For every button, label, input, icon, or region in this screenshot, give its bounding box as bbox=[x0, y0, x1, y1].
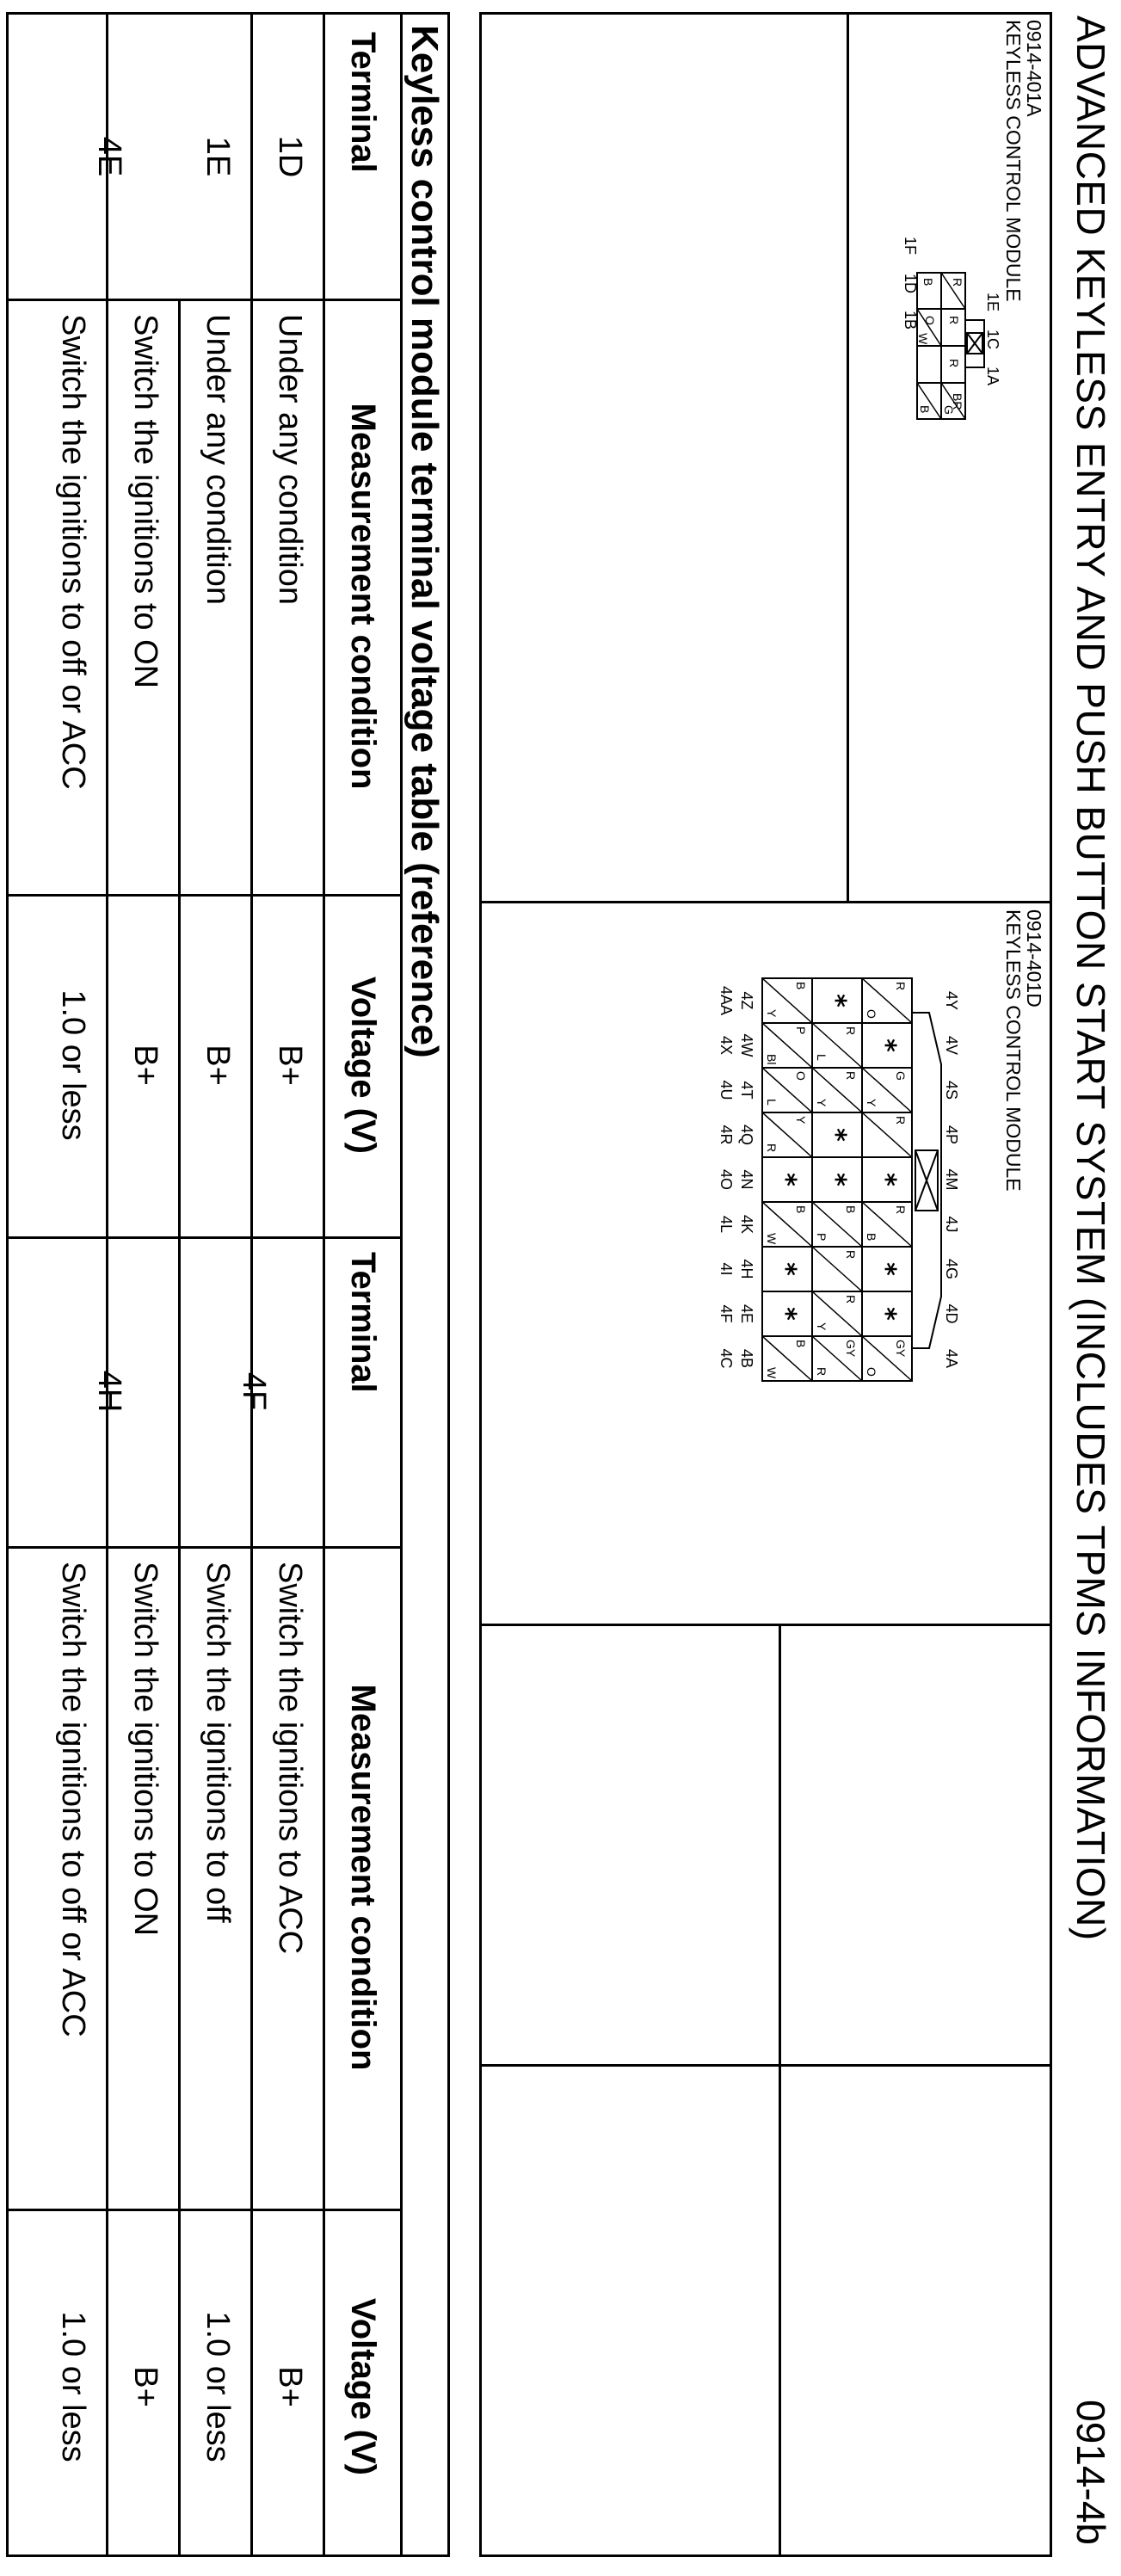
wire-color-stripe: B bbox=[865, 1233, 878, 1242]
connector-d-name: KEYLESS CONTROL MODULE bbox=[1002, 909, 1025, 1192]
pin-label: 4T bbox=[738, 1081, 755, 1100]
wire-color: Y bbox=[794, 1116, 808, 1125]
grid-divider bbox=[847, 15, 849, 901]
condition-cell: Switch the ignitions to off bbox=[200, 1562, 236, 1923]
table-rule bbox=[400, 15, 403, 2554]
page-title: ADVANCED KEYLESS ENTRY AND PUSH BUTTON START SYSTEM (INCLUDES TPMS INFORMATION) bbox=[1069, 15, 1113, 1941]
wire-color-stripe: R bbox=[815, 1367, 828, 1377]
pin-label: 4C bbox=[718, 1348, 735, 1369]
table-title: Keyless control module terminal voltage table (reference) bbox=[403, 25, 446, 1058]
pin-label: 4M bbox=[943, 1168, 960, 1191]
pin-label: 4W bbox=[738, 1033, 755, 1057]
wire-color: R bbox=[894, 982, 908, 991]
wire-color-stripe: L bbox=[765, 1099, 779, 1106]
wire-color: R bbox=[844, 1026, 858, 1036]
wire-color: B bbox=[844, 1205, 858, 1214]
wire-color: GY bbox=[894, 1340, 908, 1358]
voltage-cell: 1.0 or less bbox=[200, 2311, 236, 2462]
unused-terminal-mark: * bbox=[871, 1173, 901, 1186]
pin-label: 4D bbox=[943, 1303, 960, 1324]
connector-d-face bbox=[654, 961, 960, 1563]
wire-color-stripe: O bbox=[865, 1009, 878, 1019]
header-condition: Measurement condition bbox=[344, 1684, 382, 2071]
wire-color: R bbox=[844, 1295, 858, 1304]
wire-color: R bbox=[947, 359, 961, 368]
header-condition: Measurement condition bbox=[344, 403, 382, 790]
wire-color-stripe: W bbox=[765, 1367, 779, 1379]
table-rule bbox=[178, 299, 181, 2554]
terminal-cell: 4H bbox=[91, 1370, 127, 1413]
header-terminal: Terminal bbox=[344, 1252, 382, 1393]
pin-label: 4I bbox=[718, 1262, 735, 1276]
page-code: 0914-4b bbox=[1069, 2400, 1113, 2545]
wire-color-stripe: Y bbox=[815, 1099, 828, 1107]
unused-terminal-mark: * bbox=[871, 1307, 901, 1321]
unused-terminal-mark: * bbox=[821, 1173, 851, 1186]
pin-label: 4E bbox=[738, 1303, 755, 1324]
pin-label: 4K bbox=[738, 1214, 755, 1235]
pin-label: 4U bbox=[718, 1080, 735, 1100]
pin-label: 4L bbox=[718, 1215, 735, 1234]
pin-label: 1C bbox=[984, 330, 1001, 350]
voltage-cell: B+ bbox=[272, 1045, 308, 1086]
pin-label: 4G bbox=[943, 1258, 960, 1280]
table-rule bbox=[106, 15, 108, 2554]
voltage-cell: 1.0 or less bbox=[55, 2311, 91, 2462]
wire-color: GY bbox=[844, 1340, 858, 1358]
grid-divider bbox=[779, 1624, 781, 2554]
voltage-cell: B+ bbox=[200, 1045, 236, 1086]
wire-color: O bbox=[923, 316, 937, 325]
terminal-cell: 1D bbox=[272, 135, 308, 178]
pin-label: 4H bbox=[738, 1259, 755, 1279]
pin-label: 4V bbox=[943, 1035, 960, 1056]
terminal-cell: 4F bbox=[236, 1371, 272, 1411]
connector-a-face bbox=[915, 273, 984, 428]
unused-terminal-mark: * bbox=[771, 1262, 801, 1276]
condition-cell: Under any condition bbox=[272, 314, 308, 605]
voltage-cell: B+ bbox=[127, 1045, 163, 1086]
pin-label: 4Y bbox=[943, 990, 960, 1011]
condition-cell: Switch the ignitions to ON bbox=[127, 314, 163, 689]
pin-label: 4X bbox=[718, 1035, 735, 1056]
grid-divider bbox=[482, 901, 1050, 903]
wire-color: R bbox=[844, 1071, 858, 1081]
table-rule bbox=[9, 2209, 403, 2211]
wire-color-stripe: L bbox=[815, 1054, 828, 1061]
table-rule bbox=[9, 299, 403, 301]
terminal-voltage-table bbox=[6, 12, 450, 2557]
wire-color: BR bbox=[951, 393, 964, 410]
pin-label: 4O bbox=[718, 1168, 735, 1191]
wire-color: O bbox=[794, 1071, 808, 1081]
table-rule bbox=[250, 15, 253, 2554]
wire-color-stripe: Y bbox=[865, 1099, 878, 1107]
wire-color: G bbox=[942, 405, 956, 415]
condition-cell: Switch the ignitions to off or ACC bbox=[55, 314, 91, 790]
pin-label: 1F bbox=[902, 237, 919, 256]
table-rule bbox=[323, 15, 325, 2554]
condition-cell: Switch the ignitions to ON bbox=[127, 1562, 163, 1937]
wire-color: W bbox=[916, 333, 930, 345]
wire-color: G bbox=[894, 1071, 908, 1081]
wire-color: R bbox=[947, 316, 961, 325]
grid-divider bbox=[482, 1624, 1050, 1626]
terminal-cell: 4E bbox=[91, 136, 127, 177]
pin-label: 4R bbox=[718, 1125, 735, 1145]
wire-color-stripe: O bbox=[865, 1367, 878, 1377]
condition-cell: Switch the ignitions to ACC bbox=[272, 1562, 308, 1955]
pin-label: 1D bbox=[902, 274, 919, 294]
voltage-cell: B+ bbox=[272, 2366, 308, 2407]
unused-terminal-mark: * bbox=[771, 1307, 801, 1321]
wire-color-stripe: Y bbox=[815, 1322, 828, 1331]
voltage-cell: 1.0 or less bbox=[55, 989, 91, 1141]
pin-label: 4A bbox=[943, 1348, 960, 1369]
condition-cell: Under any condition bbox=[200, 314, 236, 605]
wire-color-stripe: R bbox=[765, 1143, 779, 1153]
pin-label: 4N bbox=[738, 1169, 755, 1190]
connector-a-name: KEYLESS CONTROL MODULE bbox=[1002, 20, 1025, 302]
wire-color: B bbox=[921, 278, 935, 287]
pin-label: 4P bbox=[943, 1125, 960, 1145]
terminal-cell: 1E bbox=[200, 136, 236, 177]
wire-color: B bbox=[918, 405, 932, 414]
table-rule bbox=[9, 1546, 403, 1549]
connector-a-part-no: 0914-401A bbox=[1023, 20, 1045, 117]
wire-color: B bbox=[794, 982, 808, 990]
pin-label: 4AA bbox=[718, 985, 735, 1016]
pin-label: 1E bbox=[984, 293, 1001, 312]
pin-label: 4F bbox=[718, 1304, 735, 1323]
header-voltage: Voltage (V) bbox=[344, 2298, 382, 2475]
grid-divider bbox=[482, 2064, 1050, 2067]
connector-d-part-no: 0914-401D bbox=[1023, 909, 1045, 1008]
unused-terminal-mark: * bbox=[821, 994, 851, 1008]
pin-label: 4S bbox=[943, 1080, 960, 1100]
voltage-cell: B+ bbox=[127, 2366, 163, 2407]
wire-color: B bbox=[794, 1205, 808, 1214]
table-rule bbox=[9, 1236, 403, 1239]
unused-terminal-mark: * bbox=[871, 1262, 901, 1276]
unused-terminal-mark: * bbox=[771, 1173, 801, 1186]
pin-label: 4B bbox=[738, 1348, 755, 1369]
pin-label: 1B bbox=[902, 311, 919, 330]
pin-label: 4Z bbox=[738, 991, 755, 1010]
header-terminal: Terminal bbox=[344, 32, 382, 173]
wire-color-stripe: P bbox=[815, 1233, 828, 1242]
unused-terminal-mark: * bbox=[871, 1038, 901, 1052]
wire-color: P bbox=[794, 1026, 808, 1035]
wire-color-stripe: Bl bbox=[765, 1054, 779, 1065]
header-voltage: Voltage (V) bbox=[344, 977, 382, 1154]
wire-color: B bbox=[794, 1340, 808, 1348]
wire-color: R bbox=[894, 1205, 908, 1215]
wire-color: R bbox=[951, 278, 964, 287]
unused-terminal-mark: * bbox=[821, 1128, 851, 1142]
pin-label: 4J bbox=[943, 1216, 960, 1233]
table-rule bbox=[9, 894, 403, 897]
condition-cell: Switch the ignitions to off or ACC bbox=[55, 1562, 91, 2037]
wire-color-stripe: W bbox=[765, 1233, 779, 1245]
wire-color: R bbox=[894, 1116, 908, 1125]
pin-label: 1A bbox=[984, 367, 1001, 386]
wire-color-stripe: Y bbox=[765, 1009, 779, 1018]
connector-grid bbox=[479, 12, 1052, 2557]
wire-color: R bbox=[844, 1250, 858, 1260]
pin-label: 4Q bbox=[738, 1124, 755, 1146]
